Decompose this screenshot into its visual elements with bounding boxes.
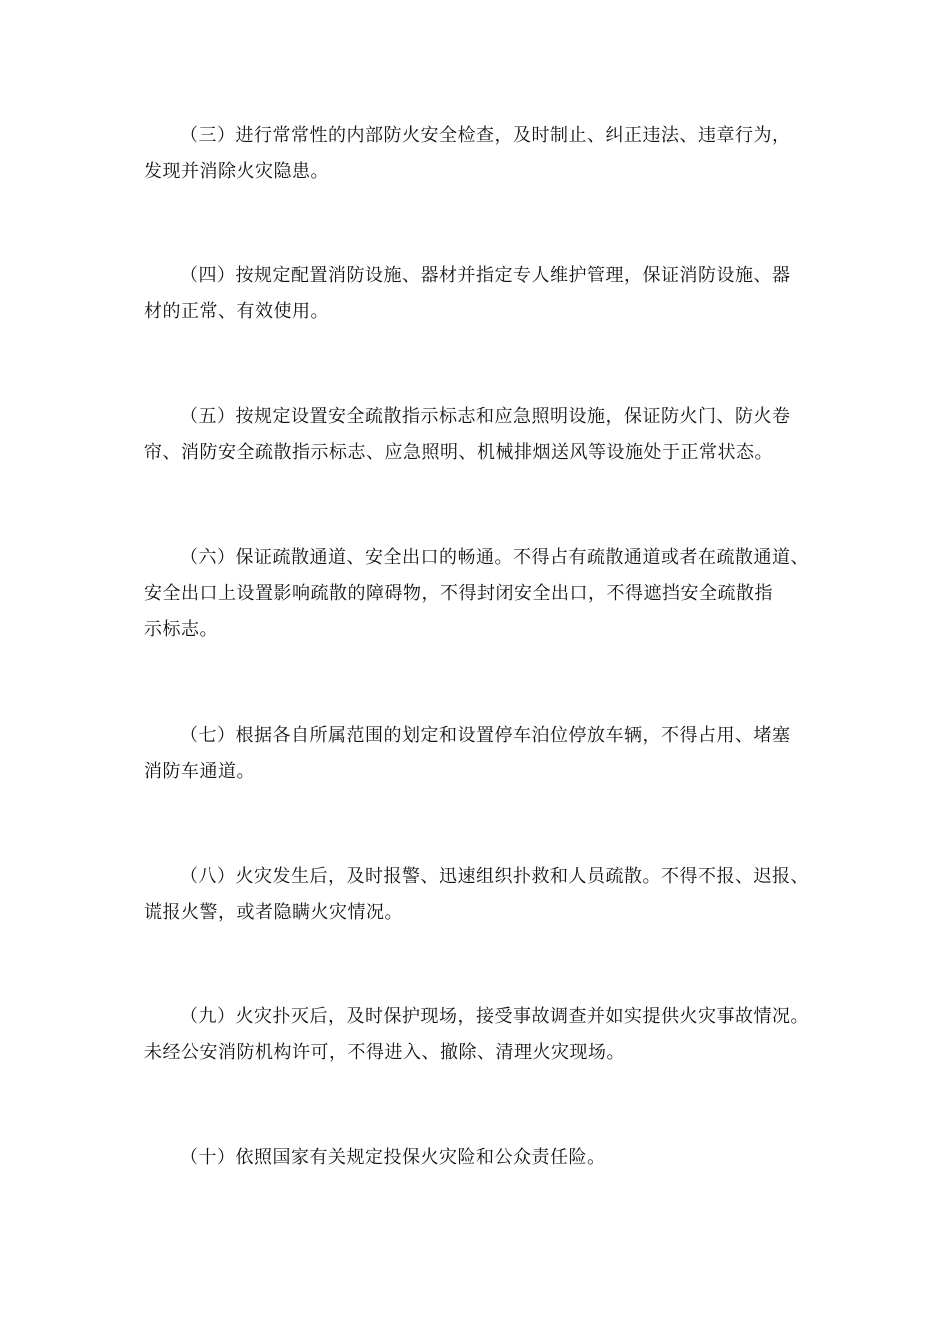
paragraph-line: 谎报火警，或者隐瞒火灾情况。 <box>144 902 403 923</box>
paragraph-8 <box>144 859 816 931</box>
paragraph-line: 发现并消除火灾隐患。 <box>144 161 329 182</box>
paragraph-10 <box>144 1140 816 1176</box>
paragraph-line: （九）火灾扑灭后，及时保护现场，接受事故调查并如实提供火灾事故情况。 <box>180 1006 809 1027</box>
paragraph-3 <box>144 118 816 190</box>
paragraph-line: 帘、消防安全疏散指示标志、应急照明、机械排烟送风等设施处于正常状态。 <box>144 442 773 463</box>
paragraph-line: （八）火灾发生后，及时报警、迅速组织扑救和人员疏散。不得不报、迟报、 <box>180 866 809 887</box>
paragraph-line: （十）依照国家有关规定投保火灾险和公众责任险。 <box>180 1147 606 1168</box>
paragraph-line: （六）保证疏散通道、安全出口的畅通。不得占有疏散通道或者在疏散通道、 <box>180 547 809 568</box>
paragraph-5 <box>144 399 816 471</box>
paragraph-line: 材的正常、有效使用。 <box>144 301 329 322</box>
paragraph-9 <box>144 999 816 1071</box>
paragraph-line: 示标志。 <box>144 619 218 640</box>
paragraph-line: （三）进行常常性的内部防火安全检查，及时制止、纠正违法、违章行为， <box>180 125 791 146</box>
paragraph-line: （五）按规定设置安全疏散指示标志和应急照明设施，保证防火门、防火卷 <box>180 406 791 427</box>
paragraph-line: （七）根据各自所属范围的划定和设置停车泊位停放车辆，不得占用、堵塞 <box>180 725 791 746</box>
paragraph-4 <box>144 258 816 330</box>
paragraph-line: （四）按规定配置消防设施、器材并指定专人维护管理，保证消防设施、器 <box>180 265 791 286</box>
paragraph-line: 消防车通道。 <box>144 761 255 782</box>
paragraph-7 <box>144 718 816 790</box>
paragraph-line: 安全出口上设置影响疏散的障碍物，不得封闭安全出口，不得遮挡安全疏散指 <box>144 583 773 604</box>
paragraph-line: 未经公安消防机构许可，不得进入、撤除、清理火灾现场。 <box>144 1042 625 1063</box>
paragraph-6 <box>144 540 816 648</box>
